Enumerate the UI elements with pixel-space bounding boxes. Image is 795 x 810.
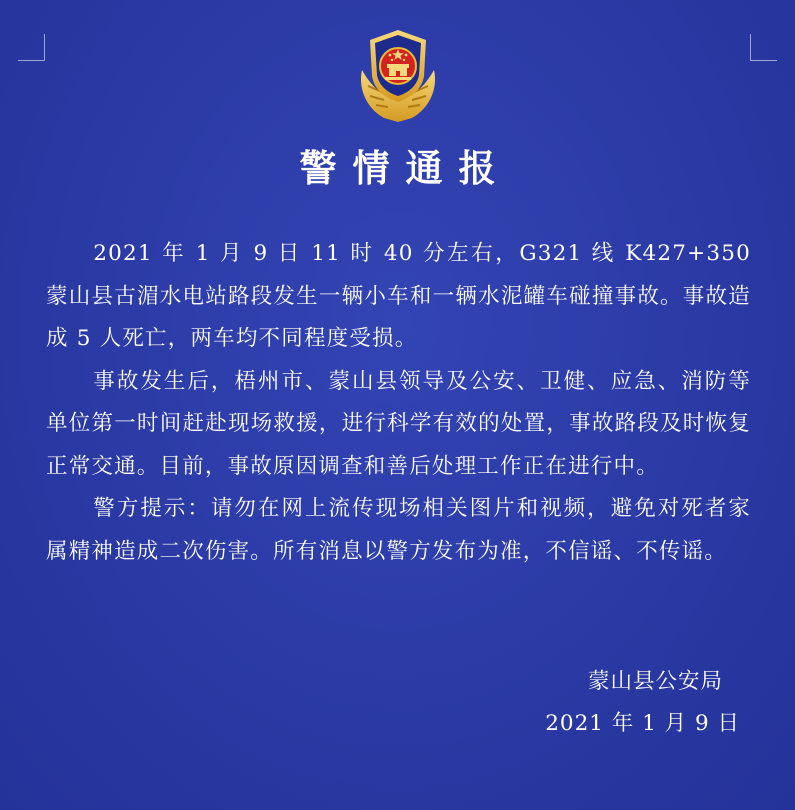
report-body	[46, 233, 751, 573]
paragraph-incident: 2021 年 1 月 9 日 11 时 40 分左右，G321 线 K427+350 蒙山县古湄水电站路段发生一辆小车和一辆水泥罐车碰撞事故。事故造成 5 人死亡，两车均不同程度受损。	[46, 241, 751, 351]
paragraph-response: 事故发生后，梧州市、蒙山县领导及公安、卫健、应急、消防等单位第一时间赶赴现场救援，进行科学有效的处置，事故路段及时恢复正常交通。目前，事故原因调查和善后处理工作正在进行中。	[46, 368, 751, 479]
issue-date: 2021 年 1 月 9 日	[545, 711, 740, 736]
corner-mark-top-right	[750, 34, 777, 61]
issuer-name: 蒙山县公安局	[587, 669, 723, 694]
police-emblem-icon	[352, 26, 444, 126]
corner-mark-top-left	[18, 34, 45, 61]
page-title: 警情通报	[299, 147, 512, 190]
paragraph-notice: 警方提示：请勿在网上流传现场相关图片和视频，避免对死者家属精神造成二次伤害。所有消息以警方发布为准，不信谣、不传谣。	[46, 496, 751, 564]
